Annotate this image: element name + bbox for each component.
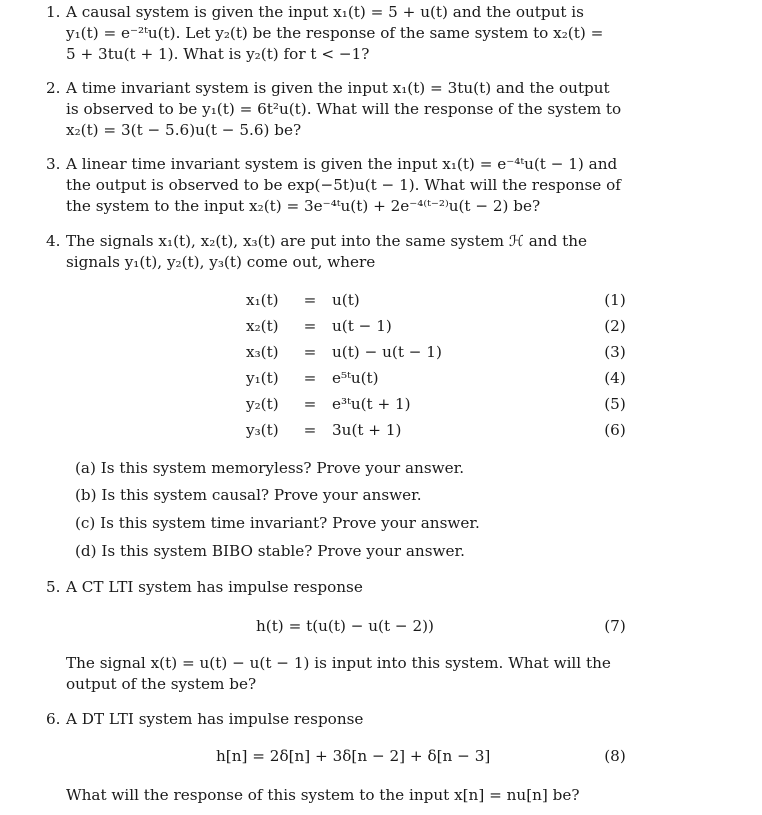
problem-text-line: A DT LTI system has impulse response: [66, 710, 364, 728]
problem-text-line: 5 + 3tu(t + 1). What is y₂(t) for t < −1?: [66, 45, 370, 63]
problem-text-line: The signals x₁(t), x₂(t), x₃(t) are put into the same system ℋ and the: [66, 232, 588, 250]
equals-sign: =: [303, 369, 317, 387]
equals-sign: =: [303, 421, 317, 439]
problem-number: 6.: [46, 710, 61, 728]
problem-1: [46, 2, 626, 65]
problem-6-continuation: [46, 785, 626, 806]
display-equation: h(t) = t(u(t) − u(t − 2)): [256, 617, 434, 635]
equation-number: (6): [604, 421, 626, 439]
equation-rhs: u(t) − u(t − 1): [332, 343, 442, 361]
problem-number: 1.: [46, 3, 61, 21]
equals-sign: =: [303, 317, 317, 335]
problem-text-line: A CT LTI system has impulse response: [66, 578, 363, 596]
problem-4: [46, 231, 626, 273]
problem-text-line: A time invariant system is given the input x₁(t) = 3tu(t) and the output: [66, 79, 610, 97]
display-equation: h[n] = 2δ[n] + 3δ[n − 2] + δ[n − 3]: [216, 747, 491, 765]
equation-row: [0, 368, 762, 394]
problem-text-line: y₁(t) = e⁻²ᵗu(t). Let y₂(t) be the response of the same system to x₂(t) =: [66, 24, 604, 42]
problem-text-line: A causal system is given the input x₁(t) = 5 + u(t) and the output is: [66, 3, 584, 21]
equation-rhs: e³ᵗu(t + 1): [332, 395, 411, 413]
problem-number: 2.: [46, 79, 61, 97]
equation-rhs: u(t): [332, 291, 360, 309]
problem-text-line: signals y₁(t), y₂(t), y₃(t) come out, where: [66, 253, 376, 271]
equals-sign: =: [303, 291, 317, 309]
equation-row: [0, 342, 762, 368]
equation-row: [0, 420, 762, 446]
problem-3: [46, 154, 626, 217]
equation-number: (5): [604, 395, 626, 413]
equation-lhs: x₁(t): [246, 291, 279, 309]
problem-5: [46, 577, 626, 598]
equation-number: (2): [604, 317, 626, 335]
equation-number: (1): [604, 291, 626, 309]
equation-lhs: y₁(t): [246, 369, 279, 387]
equation-row: [0, 290, 762, 316]
equation-row: [0, 394, 762, 420]
equals-sign: =: [303, 395, 317, 413]
equation-rhs: u(t − 1): [332, 317, 392, 335]
problem-text-line: output of the system be?: [66, 675, 257, 693]
equation-row: [0, 316, 762, 342]
equation-rhs: e⁵ᵗu(t): [332, 369, 379, 387]
problem-2: [46, 78, 626, 141]
problem-text-line: the system to the input x₂(t) = 3e⁻⁴ᵗu(t) + 2e⁻⁴⁽ᵗ⁻²⁾u(t − 2) be?: [66, 197, 541, 215]
equation-lhs: x₂(t): [246, 317, 279, 335]
subpart-d: (d) Is this system BIBO stable? Prove your answer.: [75, 542, 465, 560]
problem-text-line: x₂(t) = 3(t − 5.6)u(t − 5.6) be?: [66, 121, 302, 139]
equation-lhs: x₃(t): [246, 343, 279, 361]
problem-number: 3.: [46, 155, 61, 173]
equation-lhs: y₂(t): [246, 395, 279, 413]
equation-rhs: 3u(t + 1): [332, 421, 402, 439]
equation-number: (8): [604, 747, 626, 765]
equation-number: (7): [604, 617, 626, 635]
equation-number: (3): [604, 343, 626, 361]
subpart-c: (c) Is this system time invariant? Prove your answer.: [75, 514, 480, 532]
problem-text-line: is observed to be y₁(t) = 6t²u(t). What will the response of the system to: [66, 100, 622, 118]
problem-number: 4.: [46, 232, 61, 250]
problem-text-line: A linear time invariant system is given the input x₁(t) = e⁻⁴ᵗu(t − 1) and: [66, 155, 618, 173]
problem-6: [46, 709, 626, 730]
subpart-b: (b) Is this system causal? Prove your answer.: [75, 486, 422, 504]
problem-text-line: the output is observed to be exp(−5t)u(t − 1). What will the response of: [66, 176, 621, 194]
problem-text-line: What will the response of this system to the input x[n] = nu[n] be?: [66, 786, 580, 804]
equation-number: (4): [604, 369, 626, 387]
problem-5-continuation: [46, 653, 626, 695]
problem-number: 5.: [46, 578, 61, 596]
problem-text-line: The signal x(t) = u(t) − u(t − 1) is input into this system. What will the: [66, 654, 611, 672]
equation-lhs: y₃(t): [246, 421, 279, 439]
subpart-a: (a) Is this system memoryless? Prove your answer.: [75, 459, 465, 477]
equals-sign: =: [303, 343, 317, 361]
